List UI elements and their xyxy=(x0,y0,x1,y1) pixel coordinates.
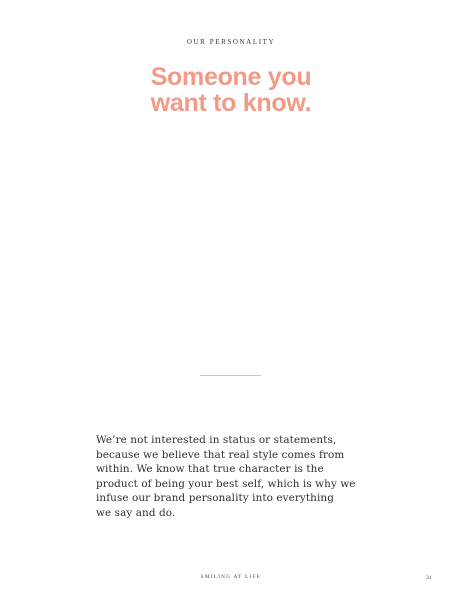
page-headline xyxy=(0,64,462,116)
footer-label: SMILING AT LIFE xyxy=(200,575,262,580)
body-line: We’re not interested in status or statements, xyxy=(96,434,337,446)
headline-line-2: want to know. xyxy=(150,89,312,117)
body-line: because we believe that real style comes from xyxy=(96,448,345,461)
body-line: product of being your best self, which is why we xyxy=(96,477,356,490)
body-line: within. We know that true character is the xyxy=(96,463,324,476)
body-line: we say and do. xyxy=(96,506,176,519)
eyebrow-label: OUR PERSONALITY xyxy=(186,38,276,46)
page-number: 31 xyxy=(426,575,432,581)
headline-line-1: Someone you xyxy=(150,63,312,91)
body-line: infuse our brand personality into everything xyxy=(96,492,334,505)
body-paragraph xyxy=(96,433,368,521)
section-divider xyxy=(200,375,261,376)
